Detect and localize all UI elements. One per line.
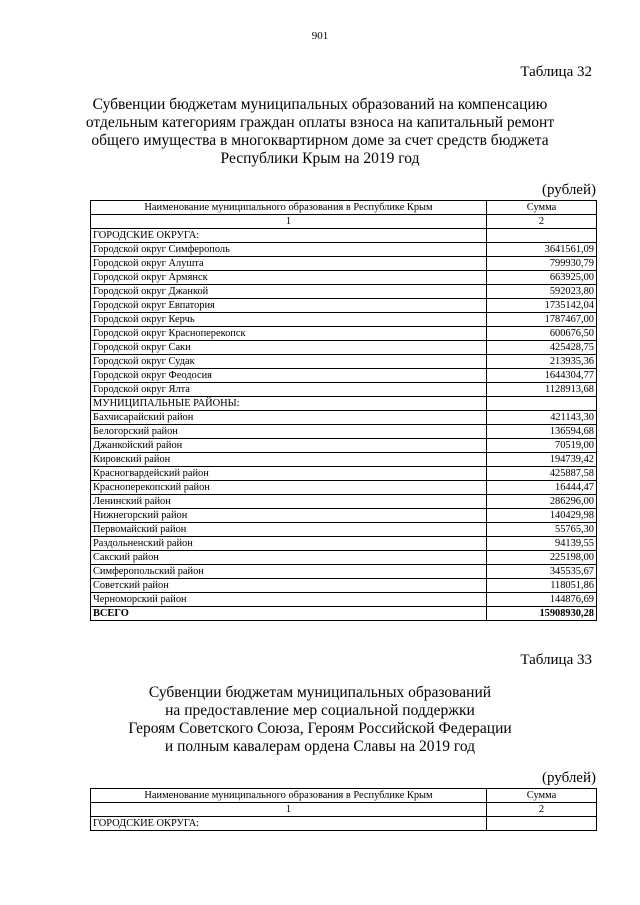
amount-value: 421143,30 xyxy=(487,411,597,425)
table-row xyxy=(91,467,597,481)
amount-value: 94139,55 xyxy=(487,537,597,551)
table32-title-line-4: Республики Крым на 2019 год xyxy=(220,150,420,167)
table-row xyxy=(91,271,597,285)
municipality-name: Джанкойский район xyxy=(91,439,487,453)
municipality-name: Городской округ Ялта xyxy=(91,383,487,397)
table33 xyxy=(90,788,597,831)
column-number-1: 1 xyxy=(91,803,487,817)
amount-value xyxy=(487,229,597,243)
municipality-name: Советский район xyxy=(91,579,487,593)
column-header-name: Наименование муниципального образования в Республике Крым xyxy=(91,201,487,215)
column-number-2: 2 xyxy=(487,215,597,229)
municipality-name: Городской округ Феодосия xyxy=(91,369,487,383)
table-row xyxy=(91,523,597,537)
table-row xyxy=(91,355,597,369)
municipality-name: Городской округ Керчь xyxy=(91,313,487,327)
table33-unit: (рублей) xyxy=(541,770,596,786)
table-row xyxy=(91,439,597,453)
table32-title-line-3: общего имущества в многоквартирном доме за счет средств бюджета xyxy=(91,132,549,149)
municipality-name: Симферопольский район xyxy=(91,565,487,579)
table-row xyxy=(91,285,597,299)
amount-value: 1735142,04 xyxy=(487,299,597,313)
amount-value: 213935,36 xyxy=(487,355,597,369)
table-row xyxy=(91,411,597,425)
table33-title xyxy=(60,684,580,756)
amount-value: 592023,80 xyxy=(487,285,597,299)
table-row xyxy=(91,229,597,243)
table-row xyxy=(91,369,597,383)
table33-column-numbers xyxy=(91,803,597,817)
amount-value: 118051,86 xyxy=(487,579,597,593)
amount-value: 425428,75 xyxy=(487,341,597,355)
amount-value: 1644304,77 xyxy=(487,369,597,383)
table-row xyxy=(91,313,597,327)
table32 xyxy=(90,200,597,621)
table-row xyxy=(91,579,597,593)
amount-value: 1128913,68 xyxy=(487,383,597,397)
column-number-2: 2 xyxy=(487,803,597,817)
table32-unit: (рублей) xyxy=(541,182,596,198)
municipality-name: ГОРОДСКИЕ ОКРУГА: xyxy=(91,817,487,831)
amount-value: 144876,69 xyxy=(487,593,597,607)
table32-label: Таблица 32 xyxy=(520,64,592,80)
column-header-sum: Сумма xyxy=(487,789,597,803)
amount-value: 3641561,09 xyxy=(487,243,597,257)
table33-label: Таблица 33 xyxy=(520,652,592,668)
amount-value: 16444,47 xyxy=(487,481,597,495)
amount-value: 136594,68 xyxy=(487,425,597,439)
municipality-name: Городской округ Симферополь xyxy=(91,243,487,257)
table-row xyxy=(91,257,597,271)
table-row xyxy=(91,327,597,341)
municipality-name: Сакский район xyxy=(91,551,487,565)
amount-value: 600676,50 xyxy=(487,327,597,341)
municipality-name: Городской округ Судак xyxy=(91,355,487,369)
municipality-name: Черноморский район xyxy=(91,593,487,607)
municipality-name: Красноперекопский район xyxy=(91,481,487,495)
municipality-name: МУНИЦИПАЛЬНЫЕ РАЙОНЫ: xyxy=(91,397,487,411)
table-row xyxy=(91,565,597,579)
table32-column-numbers xyxy=(91,215,597,229)
municipality-name: ГОРОДСКИЕ ОКРУГА: xyxy=(91,229,487,243)
table-row xyxy=(91,299,597,313)
table-row xyxy=(91,551,597,565)
municipality-name: Городской округ Алушта xyxy=(91,257,487,271)
table33-title-line-4: и полным кавалерам ордена Славы на 2019 год xyxy=(164,738,476,755)
municipality-name: Белогорский район xyxy=(91,425,487,439)
total-value: 15908930,28 xyxy=(487,607,597,621)
amount-value: 425887,58 xyxy=(487,467,597,481)
table33-title-line-1: Субвенции бюджетам муниципальных образований xyxy=(148,684,492,701)
amount-value: 194739,42 xyxy=(487,453,597,467)
page-number: 901 xyxy=(311,30,329,42)
amount-value: 55765,30 xyxy=(487,523,597,537)
table-row xyxy=(91,593,597,607)
table32-title-line-2: отдельным категориям граждан оплаты взноса на капитальный ремонт xyxy=(85,114,555,131)
total-label: ВСЕГО xyxy=(91,607,487,621)
municipality-name: Ленинский район xyxy=(91,495,487,509)
table-row xyxy=(91,495,597,509)
municipality-name: Красногвардейский район xyxy=(91,467,487,481)
amount-value xyxy=(487,817,597,831)
table-row xyxy=(91,453,597,467)
amount-value: 286296,00 xyxy=(487,495,597,509)
amount-value: 345535,67 xyxy=(487,565,597,579)
table32-title xyxy=(60,96,580,168)
column-header-sum: Сумма xyxy=(487,201,597,215)
municipality-name: Городской округ Армянск xyxy=(91,271,487,285)
amount-value: 799930,79 xyxy=(487,257,597,271)
amount-value: 70519,00 xyxy=(487,439,597,453)
table32-header-row xyxy=(91,201,597,215)
amount-value: 225198,00 xyxy=(487,551,597,565)
table33-header-row xyxy=(91,789,597,803)
table33-title-line-3: Героям Советского Союза, Героям Российской Федерации xyxy=(128,720,512,737)
table-row xyxy=(91,481,597,495)
municipality-name: Первомайский район xyxy=(91,523,487,537)
municipality-name: Кировский район xyxy=(91,453,487,467)
municipality-name: Городской округ Евпатория xyxy=(91,299,487,313)
table32-title-line-1: Субвенции бюджетам муниципальных образований на компенсацию xyxy=(92,96,548,113)
municipality-name: Городской округ Саки xyxy=(91,341,487,355)
amount-value: 140429,98 xyxy=(487,509,597,523)
municipality-name: Раздольненский район xyxy=(91,537,487,551)
table-row xyxy=(91,817,597,831)
municipality-name: Бахчисарайский район xyxy=(91,411,487,425)
table-row xyxy=(91,509,597,523)
table-row xyxy=(91,341,597,355)
amount-value: 663925,00 xyxy=(487,271,597,285)
table-row xyxy=(91,397,597,411)
amount-value: 1787467,00 xyxy=(487,313,597,327)
municipality-name: Городской округ Джанкой xyxy=(91,285,487,299)
municipality-name: Городской округ Красноперекопск xyxy=(91,327,487,341)
table-row xyxy=(91,537,597,551)
table-row xyxy=(91,383,597,397)
column-number-1: 1 xyxy=(91,215,487,229)
table-row xyxy=(91,243,597,257)
municipality-name: Нижнегорский район xyxy=(91,509,487,523)
amount-value xyxy=(487,397,597,411)
column-header-name: Наименование муниципального образования в Республике Крым xyxy=(91,789,487,803)
table-row xyxy=(91,425,597,439)
table33-title-line-2: на предоставление мер социальной поддержки xyxy=(165,702,475,719)
total-row xyxy=(91,607,597,621)
